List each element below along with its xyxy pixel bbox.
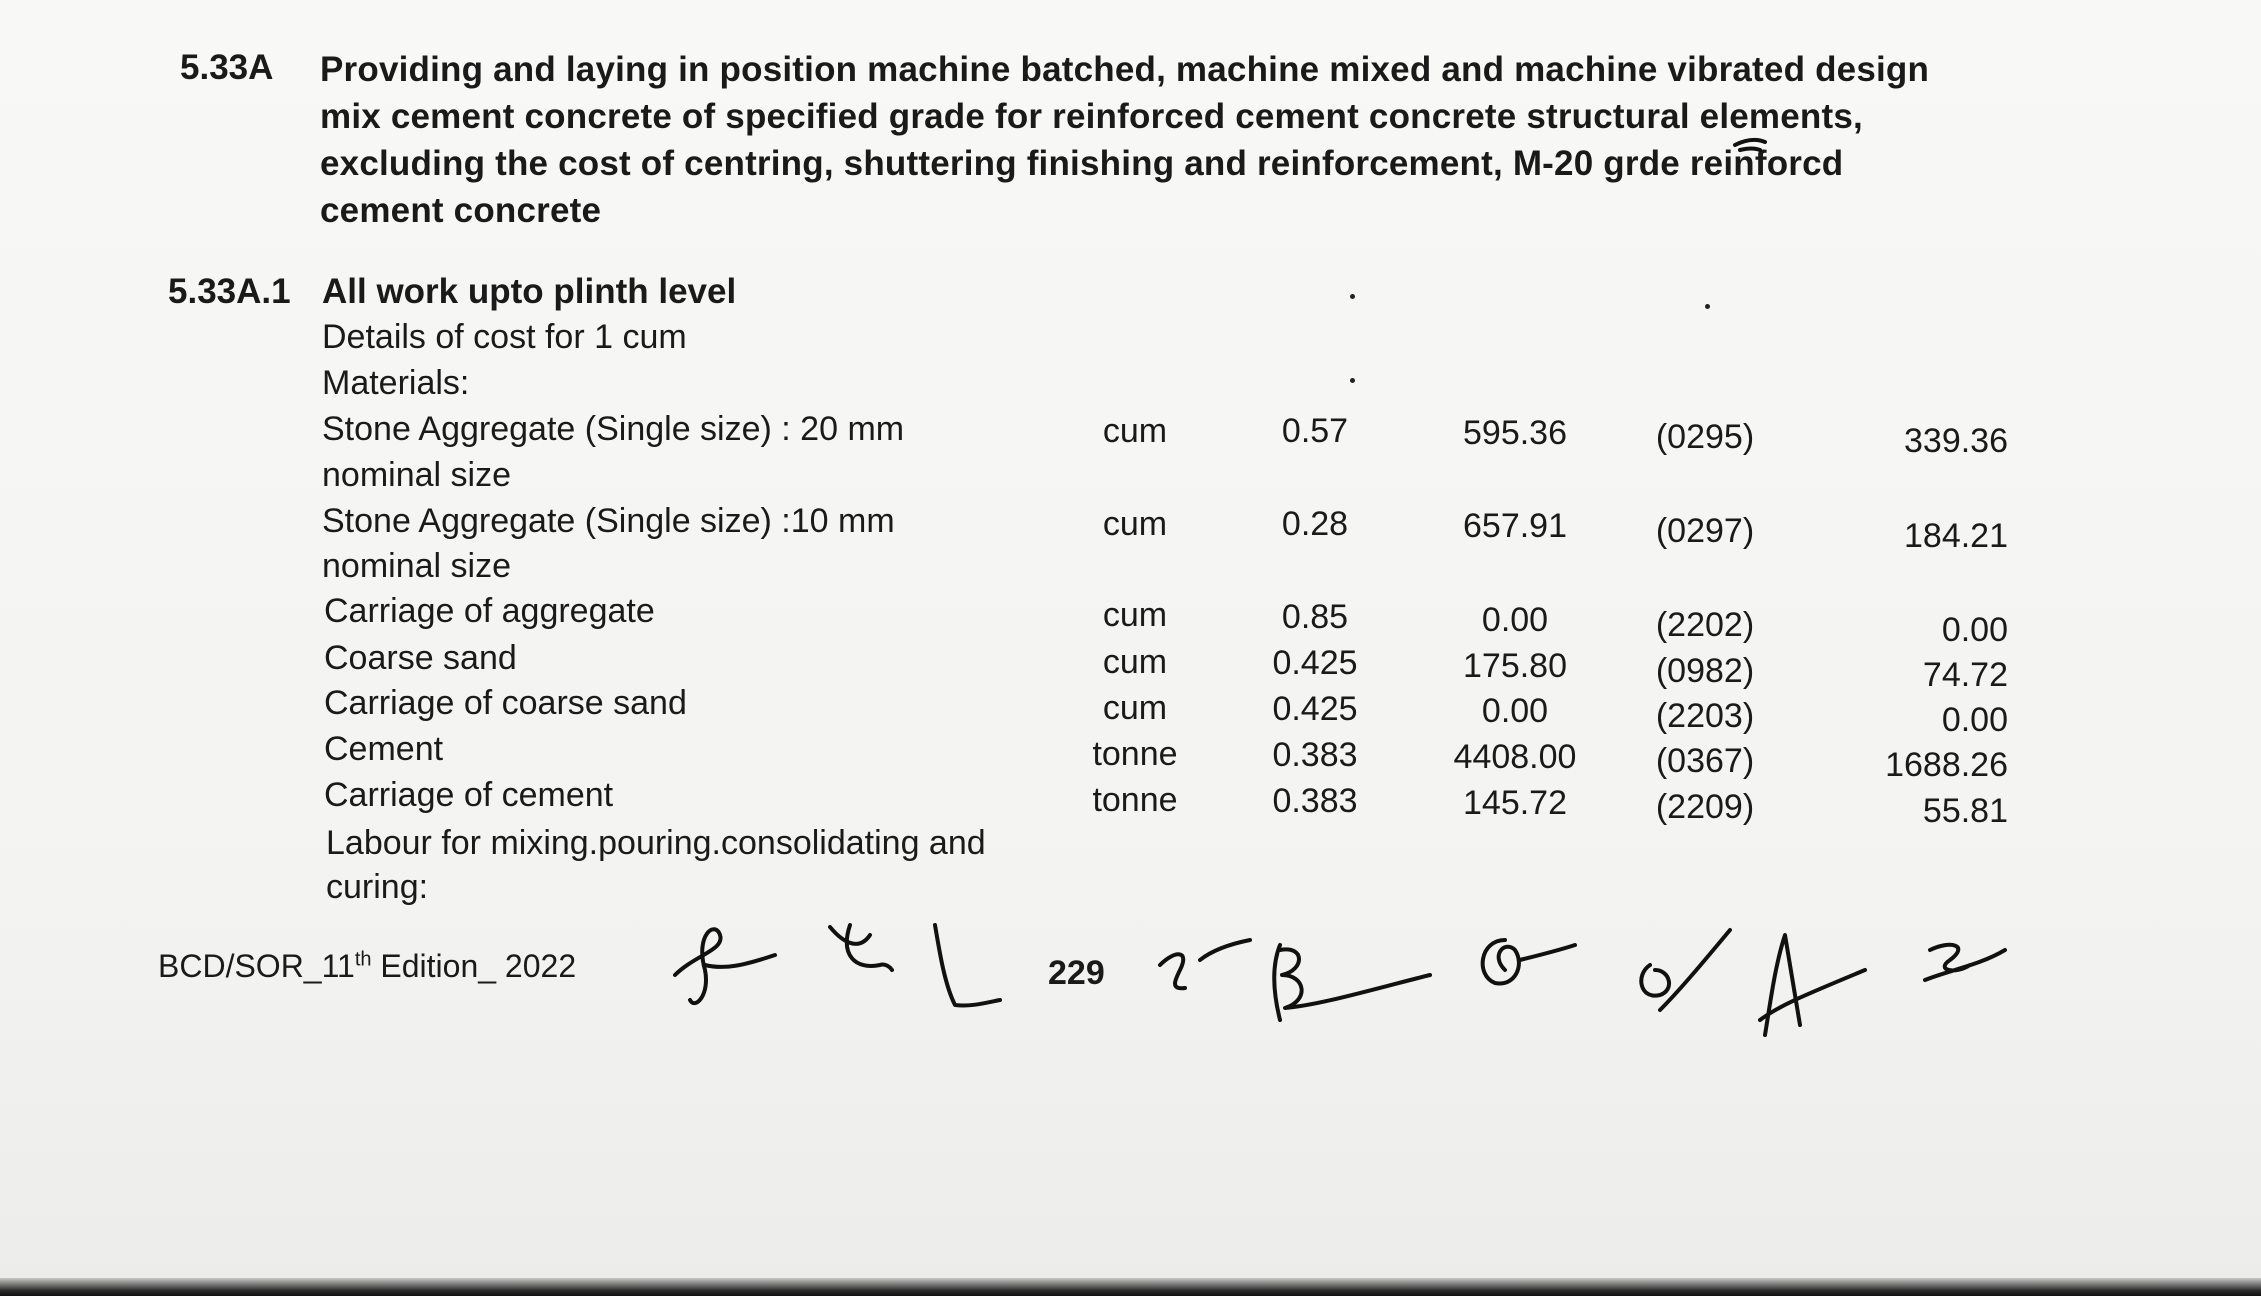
stray-dot [1350, 378, 1355, 383]
signature-initial-2 [820, 915, 910, 985]
materials-label: Materials: [322, 364, 470, 402]
row-code: (2202) [1655, 606, 1755, 644]
row-rate: 145.72 [1463, 784, 1567, 822]
sub-item-number: 5.33A.1 [168, 272, 291, 311]
signature-initial-3 [920, 915, 1010, 1015]
row-rate: 657.91 [1463, 507, 1567, 545]
row-unit: tonne [1092, 735, 1178, 773]
row-code: (2209) [1655, 788, 1755, 826]
row-rate: 175.80 [1463, 647, 1567, 685]
row-amount: 74.72 [1922, 656, 2008, 694]
row-amount: 0.00 [1941, 611, 2008, 649]
item-number: 5.33A [180, 48, 274, 87]
row-quantity: 0.57 [1281, 412, 1349, 450]
row-unit: cum [1102, 643, 1168, 681]
row-quantity: 0.85 [1281, 598, 1349, 636]
stray-dot [1705, 304, 1710, 309]
row-amount: 55.81 [1922, 792, 2008, 830]
row-quantity: 0.383 [1272, 782, 1358, 820]
row-amount: 1688.26 [1885, 746, 2008, 784]
correction-mark [1730, 130, 1770, 160]
signature-initial-4 [1150, 920, 1260, 1000]
row-code: (0297) [1655, 512, 1755, 550]
item-description-line: Providing and laying in position machine batched, machine mixed and machine vibrated design [320, 50, 1930, 89]
row-description: Stone Aggregate (Single size) : 20 mm [322, 410, 905, 448]
row-amount: 339.36 [1904, 422, 2008, 460]
row-description: Coarse sand [324, 639, 517, 677]
page-number: 229 [1048, 954, 1105, 992]
row-description: Stone Aggregate (Single size) :10 mm [322, 502, 895, 540]
item-description [320, 46, 2120, 234]
row-quantity: 0.425 [1272, 644, 1358, 682]
item-description-line: mix cement concrete of specified grade for reinforced cement concrete structural elements, [320, 97, 1863, 136]
row-description: nominal size [322, 547, 511, 585]
row-description: nominal size [322, 456, 511, 494]
row-description: Carriage of coarse sand [324, 684, 687, 722]
signature-initial-9 [1910, 930, 2010, 1000]
row-amount: 184.21 [1904, 517, 2008, 555]
row-unit: cum [1102, 596, 1168, 634]
row-description: Cement [324, 730, 444, 768]
row-quantity: 0.28 [1281, 505, 1349, 543]
row-code: (0982) [1655, 652, 1755, 690]
row-code: (2203) [1655, 697, 1755, 735]
row-unit: cum [1102, 689, 1168, 727]
item-description-line: excluding the cost of centring, shuttering finishing and reinforcement, M-20 grde reinforcd [320, 144, 1844, 183]
footer-edition-suffix: Edition_ 2022 [371, 948, 577, 984]
signature-initial-8 [1745, 925, 1875, 1045]
sub-item-title: All work upto plinth level [322, 272, 737, 311]
row-rate: 4408.00 [1453, 738, 1577, 776]
labour-label: Labour for mixing.pouring.consolidating and [326, 824, 986, 862]
stray-dot [1350, 294, 1355, 299]
signature-initial-6 [1460, 925, 1580, 995]
row-quantity: 0.425 [1272, 690, 1358, 728]
row-description: Carriage of aggregate [324, 592, 655, 630]
signature-initial-5 [1260, 930, 1440, 1040]
footer-edition-prefix: BCD/SOR_11 [158, 948, 355, 984]
page-bottom-edge [0, 1278, 2261, 1296]
footer-edition [158, 948, 576, 985]
row-unit: cum [1102, 412, 1168, 450]
item-description-line: cement concrete [320, 191, 602, 230]
footer-edition-sup: th [354, 948, 372, 971]
row-code: (0295) [1655, 418, 1755, 456]
row-amount: 0.00 [1941, 701, 2008, 739]
row-description: Carriage of cement [324, 776, 614, 814]
signature-initial-7 [1620, 920, 1740, 1030]
row-rate: 0.00 [1481, 601, 1549, 639]
details-label: Details of cost for 1 cum [322, 318, 687, 356]
row-rate: 0.00 [1481, 692, 1549, 730]
row-rate: 595.36 [1463, 414, 1567, 452]
row-code: (0367) [1655, 742, 1755, 780]
row-unit: cum [1102, 505, 1168, 543]
labour-label: curing: [326, 868, 429, 906]
row-unit: tonne [1092, 781, 1178, 819]
row-quantity: 0.383 [1272, 736, 1358, 774]
signature-initial-1 [665, 915, 785, 1025]
